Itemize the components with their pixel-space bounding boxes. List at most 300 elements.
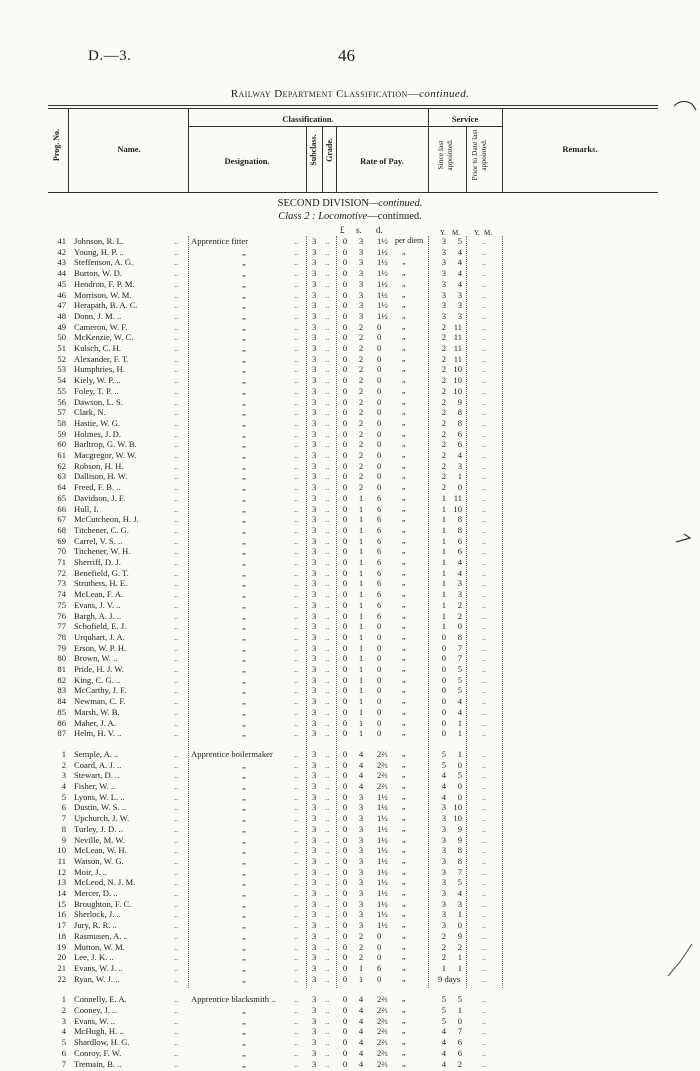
service-months-cell: 5	[457, 770, 462, 781]
table-row	[0, 707, 700, 717]
grade-dots: ..	[325, 728, 330, 739]
pence-cell: 1½	[377, 877, 388, 888]
table-row	[0, 514, 700, 524]
table-row	[0, 994, 700, 1004]
leader-dots: ..	[174, 460, 179, 471]
prior-service-dots: ..	[482, 1015, 487, 1026]
name-cell: Evans, J. V. ..	[74, 599, 121, 610]
service-months-cell: 4	[457, 696, 462, 707]
prior-service-dots: ..	[482, 717, 487, 728]
service-months-cell: 4	[457, 278, 462, 289]
pence-cell: 6	[377, 589, 382, 600]
grade-dots: ..	[325, 246, 330, 257]
service-years-cell: 0	[441, 653, 446, 664]
shillings-cell: 2	[358, 407, 364, 418]
prior-service-dots: ..	[482, 962, 487, 973]
service-months-cell: 1	[457, 909, 462, 920]
pay-unit-cell: „	[402, 278, 406, 288]
designation-ditto: „	[242, 1058, 246, 1069]
name-cell: Robson, H. H.	[74, 460, 124, 471]
service-years-cell: 0	[441, 685, 446, 696]
prog-no-cell: 4	[61, 1026, 66, 1037]
shillings-cell: 4	[358, 770, 364, 781]
pay-unit-cell: „	[402, 748, 406, 758]
service-months-cell: 11	[453, 332, 462, 343]
shillings-cell: 1	[358, 664, 364, 674]
subclass-cell: 3	[312, 417, 317, 428]
grade-dots: ..	[325, 1058, 330, 1069]
service-cell: 9 days	[438, 973, 461, 984]
designation-ditto: „	[242, 728, 246, 739]
prog-no-cell: 74	[57, 589, 66, 600]
header-bottom-rule	[48, 192, 658, 193]
pence-cell: 1½	[377, 845, 388, 856]
subclass-cell: 3	[312, 909, 317, 920]
unit-years-prior: Y.	[474, 229, 480, 237]
leader-dots: ..	[174, 962, 179, 973]
leader-dots: ..	[174, 748, 179, 759]
leader-dots: ..	[294, 503, 299, 514]
service-years-cell: 1	[441, 492, 446, 503]
service-months-cell: 3	[457, 460, 462, 471]
table-row	[0, 770, 700, 780]
table-row	[0, 461, 700, 471]
shillings-cell: 3	[358, 257, 364, 268]
leader-dots: ..	[174, 621, 179, 632]
service-months-cell: 8	[457, 631, 462, 642]
pay-unit-cell: „	[402, 941, 406, 951]
shillings-cell: 2	[358, 450, 364, 460]
pay-unit-cell: „	[402, 823, 406, 833]
prog-no-cell: 79	[57, 642, 66, 653]
pay-unit-cell: „	[402, 930, 406, 940]
table-row	[0, 311, 700, 321]
service-years-cell: 2	[441, 952, 446, 963]
leader-dots: ..	[294, 428, 299, 439]
name-cell: Cameron, W. F.	[74, 321, 128, 332]
leader-dots: ..	[174, 802, 179, 813]
name-cell: McLean, W. H.	[74, 845, 127, 856]
designation-ditto: „	[242, 578, 246, 589]
grade-dots: ..	[325, 257, 330, 268]
leader-dots: ..	[174, 567, 179, 578]
designation-ditto: „	[242, 278, 246, 289]
designation-ditto: „	[242, 952, 246, 963]
grade-dots: ..	[325, 503, 330, 514]
service-months-cell: 8	[457, 524, 462, 535]
table-row	[0, 568, 700, 578]
subclass-cell: 3	[312, 1058, 317, 1069]
designation-cell: Apprentice blacksmith ..	[191, 994, 276, 1005]
pounds-cell: 0	[342, 310, 348, 321]
leader-dots: ..	[174, 834, 179, 845]
designation-ditto: „	[242, 888, 246, 898]
pounds-cell: 0	[342, 450, 348, 460]
table-row	[0, 877, 700, 887]
pay-unit-cell: „	[402, 717, 406, 727]
pence-cell: 2⅔	[377, 994, 388, 1005]
leader-dots: ..	[294, 567, 299, 578]
name-cell: Ryan, W. J. ..	[74, 973, 120, 984]
leader-dots: ..	[294, 748, 299, 759]
prior-service-dots: ..	[482, 439, 487, 450]
shillings-cell: 4	[358, 1015, 364, 1026]
unit-shilling: s.	[356, 225, 362, 235]
leader-dots: ..	[174, 728, 179, 739]
name-cell: Sherriff, D. J.	[74, 557, 121, 567]
service-months-cell: 2	[457, 1058, 462, 1069]
pence-cell: 0	[377, 930, 382, 941]
pay-unit-cell: „	[402, 952, 406, 962]
unit-pound: £	[340, 225, 345, 235]
subclass-cell: 3	[312, 898, 317, 909]
prog-no-cell: 21	[57, 962, 66, 973]
subclass-cell: 3	[312, 706, 317, 717]
subclass-cell: 3	[312, 664, 317, 674]
shillings-cell: 3	[358, 813, 364, 824]
service-months-cell: 8	[457, 855, 462, 866]
service-months-cell: 1	[457, 952, 462, 963]
margin-mark	[664, 940, 696, 980]
pay-unit-cell: „	[402, 353, 406, 363]
prog-no-cell: 6	[61, 802, 66, 813]
header-subclass: Subclass.	[309, 134, 318, 166]
name-cell: Kulsch, C. H.	[74, 343, 122, 353]
prior-service-dots: ..	[482, 1005, 487, 1015]
table-row	[0, 1048, 700, 1058]
grade-dots: ..	[325, 1015, 330, 1026]
pounds-cell: 0	[342, 289, 348, 300]
pounds-cell: 0	[342, 631, 348, 642]
name-cell: Fisher, W. ..	[74, 781, 116, 791]
grade-dots: ..	[325, 770, 330, 781]
pay-unit-cell: „	[402, 994, 406, 1004]
service-months-cell: 0	[457, 482, 462, 493]
subclass-cell: 3	[312, 866, 317, 877]
subclass-cell: 3	[312, 941, 317, 952]
pence-cell: 0	[377, 674, 382, 685]
leader-dots: ..	[174, 941, 179, 952]
prog-no-cell: 4	[61, 781, 66, 791]
service-months-cell: 3	[457, 578, 462, 589]
table-row	[0, 974, 700, 984]
prior-service-dots: ..	[482, 450, 487, 460]
pounds-cell: 0	[342, 407, 348, 418]
pence-cell: 0	[377, 343, 382, 353]
service-years-cell: 4	[441, 1058, 446, 1069]
grade-dots: ..	[325, 514, 330, 525]
name-cell: Foley, T. P. ..	[74, 385, 119, 396]
shillings-cell: 2	[358, 332, 364, 343]
prog-no-cell: 16	[57, 909, 66, 920]
name-cell: Clark, N.	[74, 407, 106, 418]
name-cell: Hendron, F. P. M.	[74, 278, 135, 289]
name-cell: Macgregor, W. W.	[74, 450, 137, 460]
name-cell: Newman, C. F.	[74, 696, 126, 707]
service-years-cell: 4	[441, 1037, 446, 1048]
pounds-cell: 0	[342, 696, 348, 707]
prior-service-dots: ..	[482, 781, 487, 791]
name-cell: Hastie, W. G.	[74, 417, 121, 428]
unit-pence: d.	[376, 225, 383, 235]
service-months-cell: 7	[457, 1026, 462, 1037]
leader-dots: ..	[174, 877, 179, 888]
pence-cell: 2⅔	[377, 1047, 388, 1058]
pence-cell: 1½	[377, 802, 388, 813]
leader-dots: ..	[174, 653, 179, 664]
pence-cell: 1½	[377, 823, 388, 834]
pounds-cell: 0	[342, 557, 348, 567]
table-row	[0, 439, 700, 449]
grade-dots: ..	[325, 631, 330, 642]
name-cell: Bargh, A. J. ..	[74, 610, 122, 621]
leader-dots: ..	[294, 791, 299, 802]
service-months-cell: 0	[457, 621, 462, 632]
service-years-cell: 5	[441, 759, 446, 770]
subclass-cell: 3	[312, 364, 317, 375]
pounds-cell: 0	[342, 343, 348, 353]
table-row	[0, 643, 700, 653]
subclass-cell: 3	[312, 728, 317, 739]
pay-unit-cell: „	[402, 257, 406, 267]
name-cell: Conroy, F. W.	[74, 1047, 122, 1058]
prog-no-cell: 48	[57, 310, 66, 321]
grade-dots: ..	[325, 941, 330, 952]
leader-dots: ..	[294, 823, 299, 834]
prior-service-dots: ..	[482, 375, 487, 386]
prog-no-cell: 11	[57, 855, 66, 866]
pounds-cell: 0	[342, 781, 348, 791]
leader-dots: ..	[174, 770, 179, 781]
leader-dots: ..	[174, 535, 179, 546]
leader-dots: ..	[174, 1037, 179, 1048]
pounds-cell: 0	[342, 599, 348, 610]
service-years-cell: 2	[441, 375, 446, 386]
designation-ditto: „	[242, 332, 246, 343]
prior-service-dots: ..	[482, 642, 487, 653]
grade-dots: ..	[325, 1026, 330, 1037]
pay-unit-cell: „	[402, 962, 406, 972]
designation-ditto: „	[242, 941, 246, 952]
prog-no-cell: 3	[61, 1015, 66, 1026]
leader-dots: ..	[294, 246, 299, 257]
header-service: Service	[451, 114, 479, 124]
table-row	[0, 899, 700, 909]
prior-service-dots: ..	[482, 557, 487, 567]
name-cell: Upchurch, J. W.	[74, 813, 130, 824]
prior-service-dots: ..	[482, 834, 487, 845]
pence-cell: 6	[377, 567, 382, 578]
grade-dots: ..	[325, 567, 330, 578]
grade-dots: ..	[325, 353, 330, 364]
shillings-cell: 3	[358, 920, 364, 931]
header-rate-of-pay: Rate of Pay.	[360, 156, 404, 166]
designation-ditto: „	[242, 930, 246, 941]
pay-unit-cell: „	[402, 407, 406, 417]
table-row	[0, 600, 700, 610]
service-months-cell: 2	[457, 610, 462, 621]
table-row	[0, 611, 700, 621]
subclass-cell: 3	[312, 589, 317, 600]
designation-ditto: „	[242, 1026, 246, 1037]
name-cell: Benefield, G. T.	[74, 567, 129, 578]
pay-unit-cell: „	[402, 578, 406, 588]
designation-ditto: „	[242, 343, 246, 353]
prior-service-dots: ..	[482, 823, 487, 834]
grade-dots: ..	[325, 994, 330, 1005]
pay-unit-cell: „	[402, 696, 406, 706]
name-cell: Steffenson, A. G.	[74, 257, 134, 268]
pay-unit-cell: „	[402, 770, 406, 780]
designation-ditto: „	[242, 257, 246, 268]
designation-ditto: „	[242, 246, 246, 257]
leader-dots: ..	[174, 300, 179, 311]
pay-unit-cell: „	[402, 610, 406, 620]
subclass-cell: 3	[312, 781, 317, 791]
prog-no-cell: 2	[61, 1005, 66, 1015]
service-months-cell: 8	[457, 845, 462, 856]
header-name: Name.	[117, 144, 141, 154]
grade-dots: ..	[325, 759, 330, 770]
grade-dots: ..	[325, 428, 330, 439]
pounds-cell: 0	[342, 471, 348, 482]
leader-dots: ..	[294, 514, 299, 525]
subclass-cell: 3	[312, 610, 317, 621]
service-years-cell: 3	[441, 236, 446, 246]
shillings-cell: 4	[358, 781, 364, 791]
service-months-cell: 2	[457, 941, 462, 952]
shillings-cell: 3	[358, 834, 364, 845]
prog-no-cell: 5	[61, 791, 66, 802]
prog-no-cell: 46	[57, 289, 66, 300]
leader-dots: ..	[174, 375, 179, 386]
designation-ditto: „	[242, 375, 246, 386]
shillings-cell: 4	[358, 1005, 364, 1015]
table-row	[0, 675, 700, 685]
service-years-cell: 1	[441, 524, 446, 535]
table-row	[0, 450, 700, 460]
page-number: 46	[338, 46, 355, 65]
prog-no-cell: 73	[57, 578, 66, 589]
service-years-cell: 1	[441, 578, 446, 589]
prog-no-cell: 58	[57, 417, 66, 428]
pence-cell: 0	[377, 417, 382, 428]
leader-dots: ..	[174, 898, 179, 909]
prog-no-cell: 77	[57, 621, 66, 632]
prog-no-cell: 10	[57, 845, 66, 856]
designation-ditto: „	[242, 813, 246, 824]
table-row	[0, 835, 700, 845]
service-months-cell: 7	[457, 642, 462, 653]
designation-ditto: „	[242, 546, 246, 557]
leader-dots: ..	[294, 664, 299, 674]
prior-service-dots: ..	[482, 1026, 487, 1037]
table-row	[0, 247, 700, 257]
pence-cell: 1½	[377, 791, 388, 802]
pay-unit-cell: „	[402, 834, 406, 844]
name-cell: Alexander, F. T.	[74, 353, 129, 364]
subclass-cell: 3	[312, 236, 317, 246]
name-cell: McLean, F. A.	[74, 589, 124, 600]
service-years-cell: 3	[441, 300, 446, 311]
leader-dots: ..	[294, 685, 299, 696]
pay-unit-cell: „	[402, 1026, 406, 1036]
pence-cell: 0	[377, 685, 382, 696]
table-row	[0, 1005, 700, 1015]
table-row	[0, 718, 700, 728]
pay-unit-cell: „	[402, 375, 406, 385]
leader-dots: ..	[174, 674, 179, 685]
grade-dots: ..	[325, 1047, 330, 1058]
prior-service-dots: ..	[482, 268, 487, 279]
shillings-cell: 2	[358, 343, 364, 353]
service-years-cell: 3	[441, 268, 446, 279]
leader-dots: ..	[174, 599, 179, 610]
grade-dots: ..	[325, 621, 330, 632]
pay-unit-cell: „	[402, 973, 406, 983]
service-months-cell: 11	[453, 353, 462, 364]
table-row	[0, 493, 700, 503]
name-cell: Humphries, H.	[74, 364, 125, 375]
table-row	[0, 322, 700, 332]
shillings-cell: 2	[358, 321, 364, 332]
service-years-cell: 1	[441, 567, 446, 578]
designation-ditto: „	[242, 310, 246, 321]
prior-service-dots: ..	[482, 546, 487, 557]
leader-dots: ..	[294, 888, 299, 898]
grade-dots: ..	[325, 524, 330, 535]
service-years-cell: 0	[441, 728, 446, 739]
header-grade: Grade.	[325, 138, 334, 162]
grade-dots: ..	[325, 802, 330, 813]
table-row	[0, 749, 700, 759]
leader-dots: ..	[174, 236, 179, 246]
table-row	[0, 621, 700, 631]
service-months-cell: 5	[457, 877, 462, 888]
service-years-cell: 2	[441, 428, 446, 439]
grade-dots: ..	[325, 321, 330, 332]
leader-dots: ..	[174, 321, 179, 332]
prog-no-cell: 60	[57, 439, 66, 450]
pay-unit-cell: „	[402, 535, 406, 545]
pence-cell: 0	[377, 653, 382, 664]
prog-no-cell: 84	[57, 696, 66, 707]
col-divider	[68, 108, 69, 192]
service-months-cell: 4	[457, 246, 462, 257]
pay-unit-cell: „	[402, 631, 406, 641]
name-cell: Helm, H. V. ..	[74, 728, 122, 739]
designation-ditto: „	[242, 877, 246, 888]
designation-ditto: „	[242, 428, 246, 439]
service-months-cell: 10	[453, 364, 462, 375]
prog-no-cell: 78	[57, 631, 66, 642]
service-years-cell: 0	[441, 696, 446, 707]
designation-ditto: „	[242, 417, 246, 428]
pay-unit-cell: „	[402, 417, 406, 427]
designation-ditto: „	[242, 1015, 246, 1026]
service-months-cell: 6	[457, 1037, 462, 1048]
pay-unit-cell: „	[402, 877, 406, 887]
pounds-cell: 0	[342, 877, 348, 888]
pence-cell: 2⅔	[377, 770, 388, 781]
shillings-cell: 1	[358, 535, 364, 546]
prog-no-cell: 1	[61, 994, 66, 1005]
unit-months-prior: M.	[484, 229, 492, 237]
margin-mark	[674, 532, 694, 546]
table-row	[0, 300, 700, 310]
pence-cell: 6	[377, 492, 382, 503]
subclass-cell: 3	[312, 1026, 317, 1037]
